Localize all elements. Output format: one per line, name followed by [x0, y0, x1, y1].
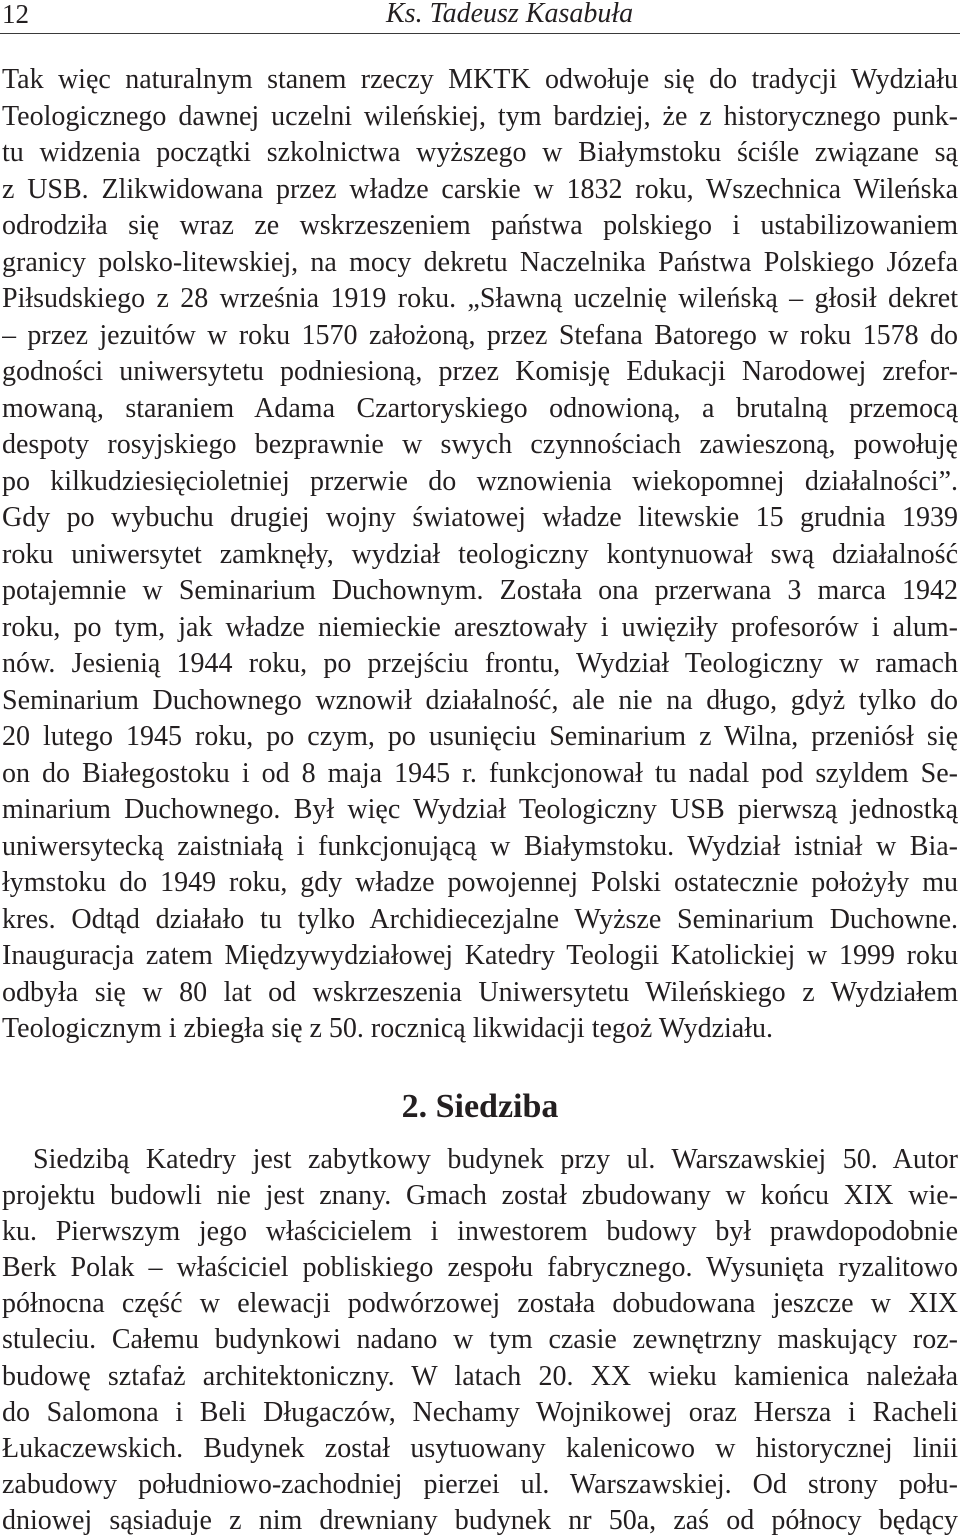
text-line: Łukaczewskich. Budynek został usytuowany kalenicowo w historycznej linii — [2, 1432, 958, 1464]
text-line: mowaną, staraniem Adama Czartoryskiego odnowioną, a brutalną przemocą — [2, 392, 958, 424]
text-line: po kilkudziesięcioletniej przerwie do wznowienia wiekopomnej działalności”. — [2, 465, 958, 497]
text-line: tu widzenia początki szkolnictwa wyższego w Białymstoku ściśle związane są — [2, 137, 958, 168]
text-line: nów. Jesienią 1944 roku, po przejściu frontu, Wydział Teologiczny w ramach — [2, 648, 958, 679]
text-line: projektu budowli nie jest znany. Gmach został zbudowany w końcu XIX wie- — [2, 1180, 958, 1212]
text-line: Teologicznego dawnej uczelni wileńskiej, tym bardziej, że z historycznego punk- — [2, 100, 958, 132]
text-line: minarium Duchownego. Był więc Wydział Teologiczny USB pierwszą jednostką — [2, 794, 958, 825]
text-line: on do Białegostoku i od 8 maja 1945 r. funkcjonował tu nadal pod szyldem Se- — [2, 757, 958, 789]
text-line: odrodziła się wraz ze wskrzeszeniem państwa polskiego i ustabilizowaniem — [2, 210, 958, 241]
text-line: ku. Pierwszym jego właścicielem i inwestorem budowy był prawdopodobnie — [2, 1216, 958, 1248]
text-line: do Salomona i Beli Długaczów, Nechamy Wojnikowej oraz Hersza i Racheli — [2, 1396, 958, 1428]
text-line: roku uniwersytet zamknęły, wydział teologiczny kontynuował swą działalność — [2, 538, 958, 570]
text-line: Berk Polak – właściciel pobliskiego zespołu fabrycznego. Wysunięta ryzalitowo — [2, 1252, 958, 1284]
page-number: 12 — [2, 0, 29, 29]
text-line: – przez jezuitów w roku 1570 założoną, przez Stefana Batorego w roku 1578 do — [2, 319, 958, 351]
paragraph — [2, 62, 958, 1048]
text-line: zabudowy południowo-zachodniej pierzei ul. Warszawskiej. Od strony połu- — [2, 1468, 958, 1500]
text-line: Seminarium Duchownego wznowił działalność, ale nie na długo, gdyż tylko do — [2, 684, 958, 716]
text-line: Inauguracja zatem Międzywydziałowej Katedry Teologii Katolickiej w 1999 roku — [2, 940, 958, 971]
text-line: Teologicznym i zbiegła się z 50. rocznicą likwidacji tegoż Wydziału. — [2, 1013, 773, 1044]
running-header-title: Ks. Tadeusz Kasabuła — [386, 0, 634, 29]
text-line: Siedzibą Katedry jest zabytkowy budynek przy ul. Warszawskiej 50. Autor — [33, 1144, 958, 1175]
text-line: godności uniwersytetu podniesioną, przez Komisję Edukacji Narodowej zrefor- — [2, 356, 958, 387]
header-rule — [0, 33, 960, 34]
text-line: stuleciu. Całemu budynkowi nadano w tym czasie zewnętrzny maskujący roz- — [2, 1324, 958, 1356]
paragraph — [2, 1142, 958, 1539]
text-line: uniwersytecką zaistniałą i funkcjonującą w Białymstoku. Wydział istniał w Bia- — [2, 830, 958, 862]
text-line: Tak więc naturalnym stanem rzeczy MKTK odwołuje się do tradycji Wydziału — [2, 64, 958, 95]
text-line: 20 lutego 1945 roku, po czym, po usunięciu Seminarium z Wilna, przeniósł się — [2, 721, 958, 752]
text-line: północna część w elewacji podwórzowej została dobudowana jeszcze w XIX — [2, 1288, 958, 1320]
text-line: odbyła się w 80 lat od wskrzeszenia Uniwersytetu Wileńskiego z Wydziałem — [2, 976, 958, 1008]
text-line: despoty rosyjskiego bezprawnie w swych czynnościach zawieszoną, powołuję — [2, 429, 958, 460]
text-line: kres. Odtąd działało tu tylko Archidiecezjalne Wyższe Seminarium Duchowne. — [2, 903, 958, 935]
text-line: granicy polsko-litewskiej, na mocy dekretu Naczelnika Państwa Polskiego Józefa — [2, 246, 958, 278]
text-line: Gdy po wybuchu drugiej wojny światowej władze litewskie 15 grudnia 1939 — [2, 502, 958, 533]
section-heading: 2. Siedziba — [401, 1088, 559, 1125]
text-line: dniowej sąsiaduje z nim drewniany budynek nr 50a, zaś od północy będący — [2, 1504, 958, 1536]
text-line: Piłsudskiego z 28 września 1919 roku. „Sławną uczelnię wileńską – głosił dekret — [2, 283, 958, 314]
text-line: łymstoku do 1949 roku, gdy władze powojennej Polski ostatecznie położyły mu — [2, 867, 958, 898]
text-line: roku, po tym, jak władze niemieckie aresztowały i uwięziły profesorów i alum- — [2, 611, 958, 643]
text-line: z USB. Zlikwidowana przez władze carskie w 1832 roku, Wszechnica Wileńska — [2, 173, 958, 205]
text-line: potajemnie w Seminarium Duchownym. Została ona przerwana 3 marca 1942 — [2, 575, 958, 606]
text-line: budowę sztafaż architektoniczny. W latach 20. XX wieku kamienica należała — [2, 1360, 958, 1392]
